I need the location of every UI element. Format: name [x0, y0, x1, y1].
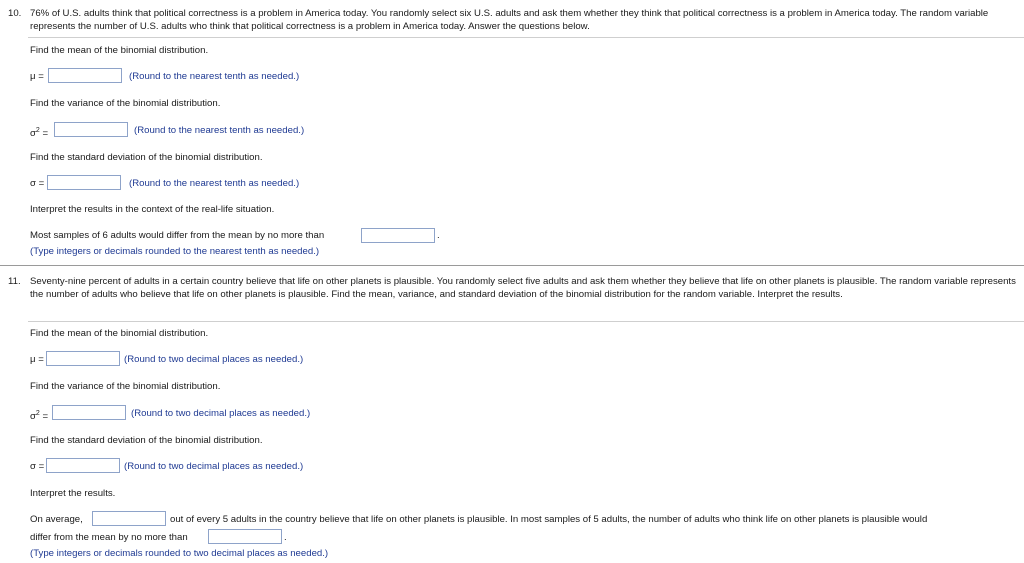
mean-prompt: Find the mean of the binomial distribution.	[30, 45, 209, 56]
interpret-hint: (Type integers or decimals rounded to two decimal places as needed.)	[30, 548, 329, 559]
interpret-period: .	[284, 532, 287, 543]
mean-input[interactable]	[48, 68, 122, 83]
sd-input[interactable]	[46, 458, 120, 473]
interpret-text: Most samples of 6 adults would differ from the mean by no more than	[30, 230, 325, 241]
sd-prompt: Find the standard deviation of the binomial distribution.	[30, 435, 263, 446]
sd-hint: (Round to the nearest tenth as needed.)	[129, 178, 300, 189]
interpret-prompt: Interpret the results.	[30, 488, 116, 499]
interpret-input[interactable]	[208, 529, 282, 544]
mean-prompt: Find the mean of the binomial distribution.	[30, 328, 209, 339]
mean-input[interactable]	[46, 351, 120, 366]
interpret-input[interactable]	[361, 228, 435, 243]
variance-hint: (Round to the nearest tenth as needed.)	[134, 125, 305, 136]
on-average-input[interactable]	[92, 511, 166, 526]
mean-symbol: μ =	[30, 354, 44, 365]
on-average-label: On average,	[30, 514, 83, 525]
variance-input[interactable]	[52, 405, 126, 420]
sd-prompt: Find the standard deviation of the binomial distribution.	[30, 152, 263, 163]
sd-symbol: σ =	[30, 178, 45, 189]
interpret-prompt: Interpret the results in the context of the real-life situation.	[30, 204, 275, 215]
mean-symbol: μ =	[30, 71, 44, 82]
mean-hint: (Round to two decimal places as needed.)	[124, 354, 304, 365]
question-text: Seventy-nine percent of adults in a certain country believe that life on other planets is plausible. You randomly select five adults and ask them whether they believe that life on other planets is plausible. The random variable represents the number of adults who believe that life on other planets is plausible. Find the mean, variance, and standard deviation of the binomial distribution for the random variable. Interpret the results.	[30, 276, 1016, 300]
question-separator	[0, 265, 1024, 266]
variance-symbol: $\sigma^2$ =	[30, 410, 49, 423]
mean-hint: (Round to the nearest tenth as needed.)	[129, 71, 300, 82]
question-number: 10.	[8, 8, 22, 19]
interpret-hint: (Type integers or decimals rounded to the nearest tenth as needed.)	[30, 246, 320, 257]
interpret-line-2: differ from the mean by no more than	[30, 532, 188, 543]
sd-input[interactable]	[47, 175, 121, 190]
variance-prompt: Find the variance of the binomial distribution.	[30, 98, 221, 109]
interpret-period: .	[437, 230, 440, 241]
variance-input[interactable]	[54, 122, 128, 137]
variance-hint: (Round to two decimal places as needed.)	[131, 408, 311, 419]
divider	[28, 321, 1024, 322]
sd-symbol: σ =	[30, 461, 45, 472]
interpret-text: out of every 5 adults in the country believe that life on other planets is plausible. In most samples of 5 adults, the number of adults who think life on other planets is plausible would	[170, 514, 928, 525]
question-text: 76% of U.S. adults think that political correctness is a problem in America today. You randomly select six U.S. adults and ask them whether they think that political correctness is a problem in America today. The random variable represents the number of U.S. adults who think that political correctness is a problem in America today. Answer the questions below.	[30, 8, 989, 32]
variance-symbol: $\sigma^2$ =	[30, 127, 49, 140]
variance-prompt: Find the variance of the binomial distribution.	[30, 381, 221, 392]
question-number: 11.	[8, 276, 21, 287]
sd-hint: (Round to two decimal places as needed.)	[124, 461, 304, 472]
divider	[28, 37, 1024, 38]
